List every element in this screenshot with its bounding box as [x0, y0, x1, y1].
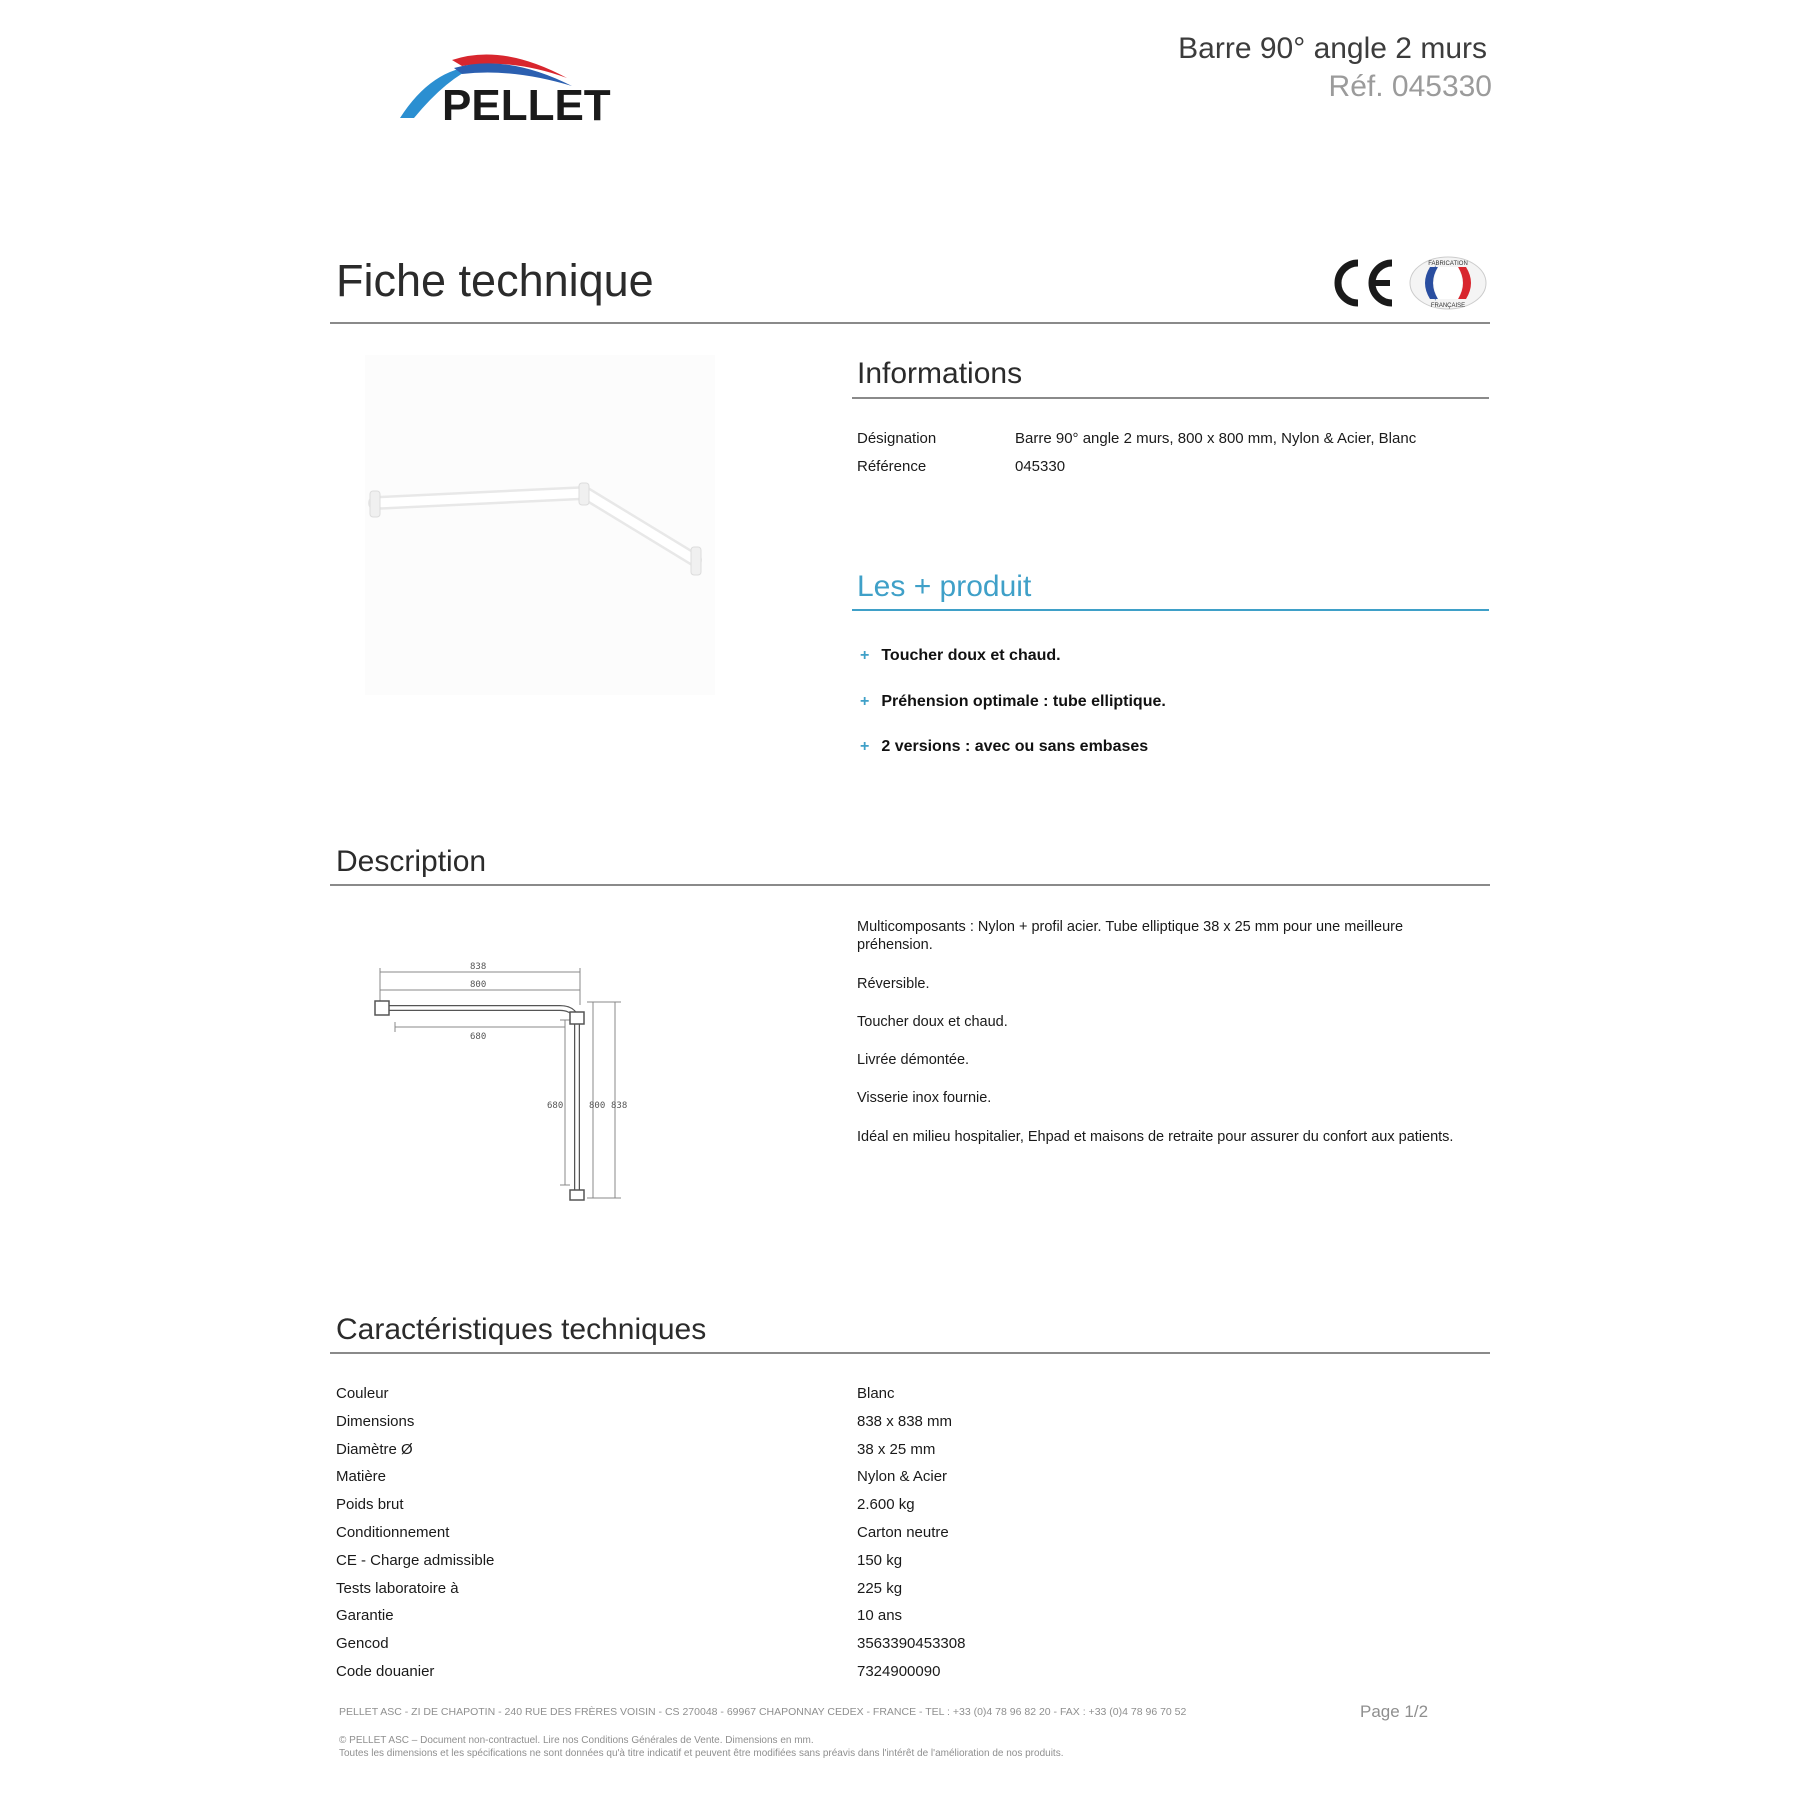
plus-item: [860, 738, 1148, 756]
description-paragraph: Visserie inox fournie.: [857, 1090, 992, 1106]
spec-label: Matière: [336, 1468, 387, 1485]
brand-wordmark: PELLET: [442, 81, 611, 128]
plus-produit-rule: [852, 609, 1489, 611]
spec-label: Code douanier: [336, 1663, 435, 1680]
description-paragraph: Livrée démontée.: [857, 1052, 970, 1068]
spec-value: Blanc: [857, 1385, 895, 1402]
spec-value: 3563390453308: [857, 1635, 966, 1652]
info-value-designation: Barre 90° angle 2 murs, 800 x 800 mm, Nylon & Acier, Blanc: [1015, 430, 1417, 447]
page-title: Fiche technique: [336, 255, 654, 306]
info-label-designation: Désignation: [857, 430, 937, 447]
spec-value: Carton neutre: [857, 1524, 949, 1541]
plus-item: [860, 693, 1166, 711]
info-label-reference: Référence: [857, 458, 927, 475]
pellet-logo: [392, 38, 642, 128]
info-value-reference: 045330: [1015, 458, 1066, 475]
plus-icon: +: [860, 647, 870, 664]
description-paragraph: Idéal en milieu hospitalier, Ehpad et maisons de retraite pour assurer du confort aux patients.: [857, 1129, 1454, 1145]
spec-value: 150 kg: [857, 1552, 903, 1569]
plus-item-text: Préhension optimale : tube elliptique.: [881, 693, 1166, 710]
spec-value: 38 x 25 mm: [857, 1441, 936, 1458]
dim-label: 838: [470, 962, 487, 972]
footer-legal-line: Toutes les dimensions et les spécifications ne sont données qu'à titre indicatif et peuvent être modifiées sans préavis dans l'intérêt de l'amélioration de nos produits.: [339, 1748, 1064, 1759]
spec-value: 2.600 kg: [857, 1496, 915, 1513]
spec-label: CE - Charge admissible: [336, 1552, 495, 1569]
badge-text-top: FABRICATION: [1428, 261, 1468, 267]
footer-legal-line: © PELLET ASC – Document non-contractuel. Lire nos Conditions Générales de Vente. Dimensions en mm.: [339, 1735, 814, 1746]
caracteristiques-rule: [330, 1352, 1490, 1354]
spec-label: Conditionnement: [336, 1524, 450, 1541]
caracteristiques-heading: Caractéristiques techniques: [336, 1313, 707, 1346]
plus-icon: +: [860, 693, 870, 710]
plus-item-text: 2 versions : avec ou sans embases: [881, 738, 1149, 755]
spec-label: Gencod: [336, 1635, 389, 1652]
technical-drawing: [365, 950, 645, 1210]
ce-mark-icon: [1328, 257, 1398, 309]
spec-value: 225 kg: [857, 1580, 903, 1597]
dim-label: 800: [470, 980, 487, 990]
plus-item-text: Toucher doux et chaud.: [881, 647, 1061, 664]
spec-value: 838 x 838 mm: [857, 1413, 953, 1430]
fabrication-francaise-badge: [1408, 255, 1488, 311]
description-paragraph: Toucher doux et chaud.: [857, 1014, 1008, 1030]
plus-icon: +: [860, 738, 870, 755]
plus-produit-heading: Les + produit: [857, 570, 1032, 603]
product-reference: Réf. 045330: [1328, 70, 1492, 103]
dim-label: 680: [470, 1032, 487, 1042]
dim-label: 838: [611, 1101, 628, 1111]
description-heading: Description: [336, 845, 487, 878]
informations-heading: Informations: [857, 357, 1023, 390]
spec-value: 7324900090: [857, 1663, 941, 1680]
spec-value: 10 ans: [857, 1607, 903, 1624]
footer-address: PELLET ASC - ZI DE CHAPOTIN - 240 RUE DES FRÈRES VOISIN - CS 270048 - 69967 CHAPONNAY CEDEX - FRANCE - TEL : +33 (0)4 78 96 82 20 - FAX : +33 (0)4 78 96 70 52: [339, 1706, 1187, 1718]
spec-value: Nylon & Acier: [857, 1468, 948, 1485]
description-paragraph: Réversible.: [857, 976, 930, 992]
description-paragraph: Multicomposants : Nylon + profil acier. Tube elliptique 38 x 25 mm pour une meilleure préhension.: [857, 919, 1404, 953]
spec-label: Poids brut: [336, 1496, 404, 1513]
spec-label: Diamètre Ø: [336, 1441, 413, 1458]
informations-rule: [852, 397, 1489, 399]
title-rule: [330, 322, 1490, 324]
spec-label: Tests laboratoire à: [336, 1580, 459, 1597]
description-rule: [330, 884, 1490, 886]
page-number: Page 1/2: [1360, 1702, 1429, 1721]
dim-label: 800: [589, 1101, 606, 1111]
spec-label: Couleur: [336, 1385, 389, 1402]
spec-label: Dimensions: [336, 1413, 415, 1430]
product-image: [365, 355, 715, 695]
dim-label: 680: [547, 1101, 564, 1111]
product-title: Barre 90° angle 2 murs: [1178, 32, 1487, 65]
spec-label: Garantie: [336, 1607, 394, 1624]
plus-item: [860, 647, 1061, 665]
badge-text-bottom: FRANÇAISE: [1430, 303, 1466, 309]
